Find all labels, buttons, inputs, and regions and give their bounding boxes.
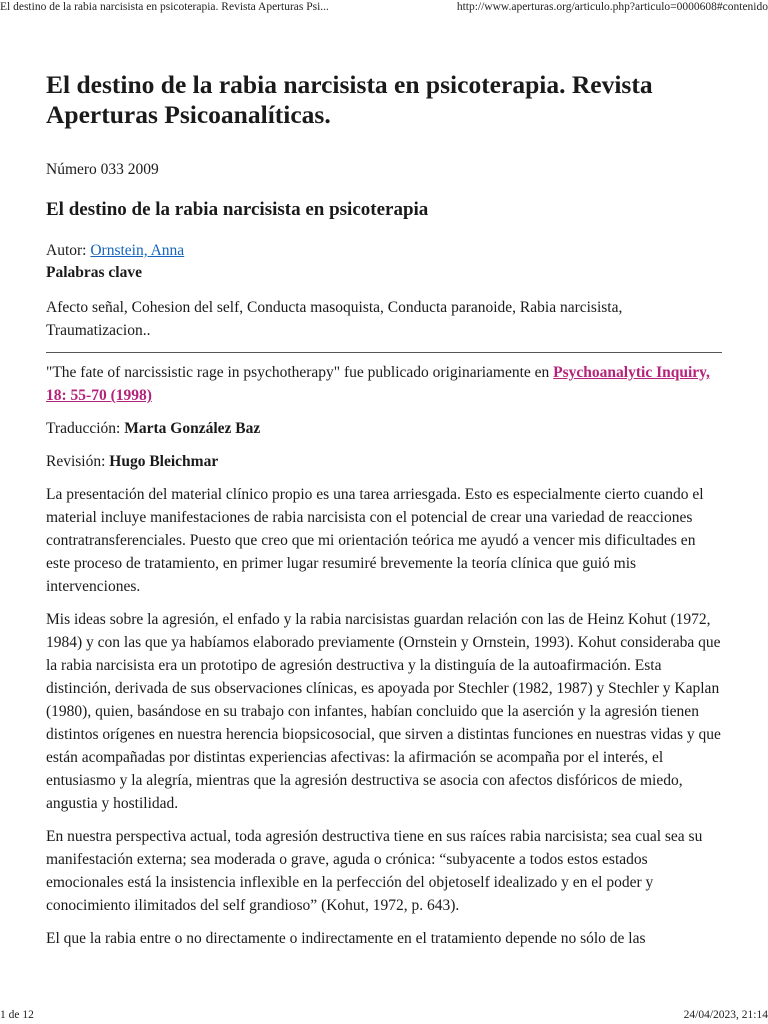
section-divider [46, 352, 722, 353]
translation-credit [46, 417, 722, 440]
print-header-url: http://www.aperturas.org/articulo.php?articulo=0000608#contenido [456, 1, 768, 13]
revision-label: Revisión: [46, 453, 106, 470]
article-title: El destino de la rabia narcisista en psicoterapia [46, 199, 429, 220]
print-datetime: 24/04/2023, 21:14 [683, 1009, 768, 1021]
author-line [46, 240, 722, 262]
author-label: Autor: [46, 242, 87, 259]
print-footer [0, 1004, 768, 1024]
issue-number: Número 033 2009 [46, 161, 159, 178]
body-paragraph: La presentación del material clínico propio es una tarea arriesgada. Esto es especialmente cierto cuando el material incluye manifestaciones de rabia narcisista con el potencial de crear una variedad de reacciones contratransferenciales. Puesto que creo que mi orientación teórica me ayudó a vencer mis dificultades en este proceso de tratamiento, en primer lugar resumiré brevemente la teoría clínica que guió mis intervenciones. [46, 486, 704, 595]
original-publication-text: "The fate of narcissistic rage in psychotherapy" fue publicado originariamente en [46, 364, 550, 381]
original-publication [46, 361, 722, 407]
keywords-list: Afecto señal, Cohesion del self, Conducta masoquista, Conducta paranoide, Rabia narcisista, Traumatizacion.. [46, 299, 623, 339]
revision-credit [46, 450, 722, 473]
print-header [0, 0, 768, 20]
translation-label: Traducción: [46, 420, 121, 437]
print-header-title: El destino de la rabia narcisista en psicoterapia. Revista Aperturas Psi... [0, 1, 329, 13]
page-number: 1 de 12 [0, 1009, 34, 1021]
body-paragraph: Mis ideas sobre la agresión, el enfado y la rabia narcisistas guardan relación con las de Heinz Kohut (1972, 1984) y con las que ya habíamos elaborado previamente (Ornstein y Ornstein, 1993). Kohut consideraba que la rabia narcisista era un prototipo de agresión destructiva y la distinguía de la autoafirmación. Esta distinción, derivada de sus observaciones clínicas, es apoyada por Stechler (1982, 1987) y Stechler y Kaplan (1980), quien, basándose en su trabajo con infantes, habían concluido que la aserción y la agresión tienen distintos orígenes en nuestra herencia biopsicosocial, que sirven a distintas funciones en nuestras vidas y que están acompañadas por distintas experiencias afectivas: la afirmación se acompaña por el interés, el entusiasmo y la alegría, mientras que la agresión destructiva se asocia con afectos disfóricos de miedo, angustia y hostilidad. [46, 611, 721, 812]
original-publication-link[interactable]: Psychoanalytic Inquiry, 18: 55-70 (1998) [46, 364, 710, 404]
page-title: El destino de la rabia narcisista en psicoterapia. Revista Aperturas Psicoanalíticas. [46, 70, 653, 129]
keywords-heading: Palabras clave [46, 264, 142, 281]
article-content [46, 70, 722, 960]
translator-name: Marta González Baz [124, 420, 261, 437]
reviewer-name: Hugo Bleichmar [109, 453, 219, 470]
author-link[interactable]: Ornstein, Anna [90, 242, 185, 259]
body-paragraph: En nuestra perspectiva actual, toda agresión destructiva tiene en sus raíces rabia narcisista; sea cual sea su manifestación externa; sea moderada o grave, aguda o crónica: “subyacente a todos estos estados emocionales está la insistencia inflexible en la perfección del objetoself idealizado y en el poder y conocimiento ilimitados del self grandioso” (Kohut, 1972, p. 643). [46, 828, 703, 914]
body-paragraph: El que la rabia entre o no directamente o indirectamente en el tratamiento depende no sólo de las [46, 930, 646, 947]
